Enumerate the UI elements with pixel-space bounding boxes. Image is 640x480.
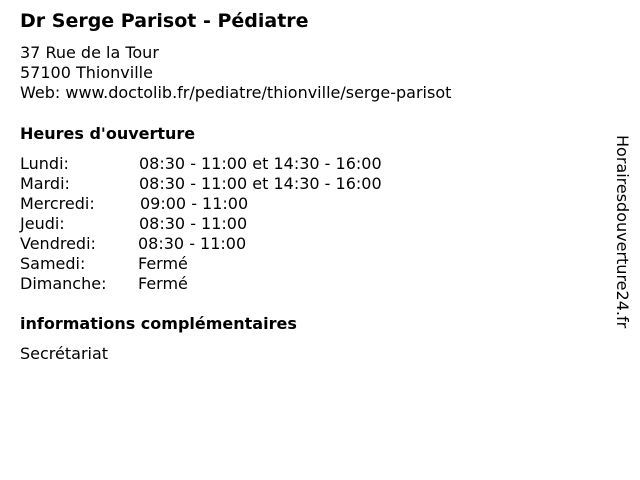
day-label: Lundi: (20, 154, 69, 173)
page-title: Dr Serge Parisot - Pédiatre (20, 10, 309, 32)
day-label: Mercredi: (20, 194, 95, 213)
time-value: 08:30 - 11:00 (138, 234, 247, 253)
day-label: Jeudi: (20, 214, 65, 233)
site-watermark: Horairesdouverture24.fr (613, 135, 632, 329)
day-label: Samedi: (20, 254, 86, 273)
day-label: Mardi: (20, 174, 70, 193)
opening-hours-heading: Heures d'ouverture (20, 124, 196, 143)
address-street: 37 Rue de la Tour (20, 43, 159, 62)
time-value: Fermé (138, 274, 188, 293)
time-value: Fermé (138, 254, 188, 273)
day-label: Dimanche: (20, 274, 107, 293)
time-value: 08:30 - 11:00 (139, 214, 248, 233)
address-web: Web: www.doctolib.fr/pediatre/thionville/serge-parisot (20, 83, 452, 102)
address-block (20, 43, 451, 103)
time-value: 08:30 - 11:00 et 14:30 - 16:00 (139, 174, 382, 193)
time-value: 08:30 - 11:00 et 14:30 - 16:00 (139, 154, 382, 173)
address-city: 57100 Thionville (20, 63, 153, 82)
day-label: Vendredi: (20, 234, 96, 253)
additional-info-text: Secrétariat (20, 344, 109, 363)
time-value: 09:00 - 11:00 (140, 194, 249, 213)
additional-info-heading: informations complémentaires (20, 314, 297, 333)
